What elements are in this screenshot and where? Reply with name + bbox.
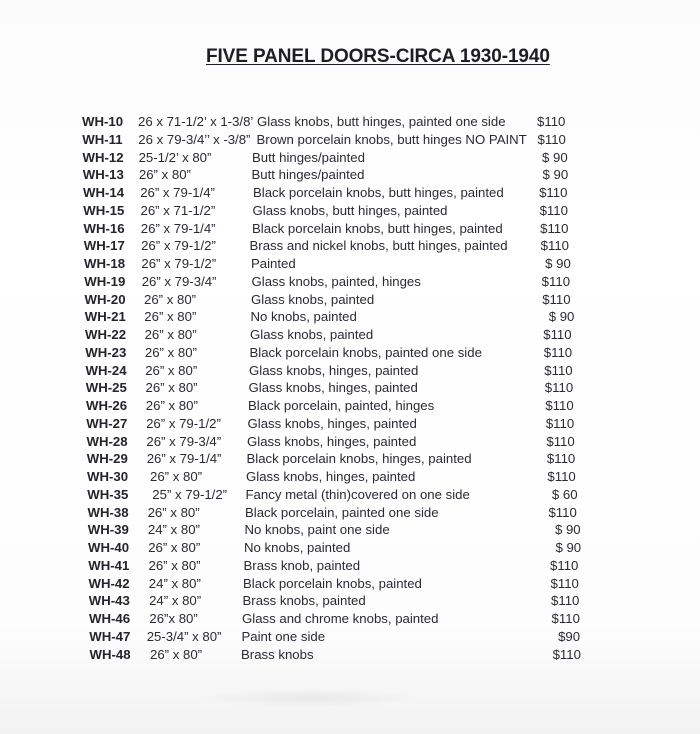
door-description: Glass knobs, hinges, painted [248, 380, 418, 396]
door-code: WH-42 [88, 575, 130, 591]
door-price: $ 90 [554, 522, 581, 538]
door-code: WH-38 [87, 504, 129, 520]
door-code: WH-17 [83, 238, 125, 254]
door-price: $110 [550, 575, 579, 591]
door-size: 25-1/2’ x 80” [138, 149, 212, 165]
door-size: 26” x 80” [138, 167, 191, 183]
door-price: $110 [541, 273, 571, 289]
door-code: WH-20 [84, 291, 126, 307]
door-size: 26” x 71-1/2” [140, 202, 216, 218]
door-size: 26”x 80” [149, 611, 198, 626]
door-price: $110 [539, 185, 568, 200]
door-size: 26” x 80” [145, 380, 198, 396]
door-size: 26” x 80” [147, 504, 200, 520]
door-row [0, 238, 700, 256]
door-price: $110 [537, 131, 566, 147]
door-row [0, 540, 700, 558]
door-size: 26 x 71-1/2’ x 1-3/8’ [138, 114, 254, 129]
door-code: WH-46 [89, 611, 131, 626]
door-row [0, 505, 700, 523]
door-price: $ 90 [542, 167, 569, 183]
door-price: $110 [547, 469, 576, 484]
door-size: 26” x 79-1/2” [146, 415, 221, 431]
door-description: Glass knobs, painted, hinges [251, 273, 421, 289]
door-price: $110 [552, 646, 581, 662]
door-code: WH-30 [87, 469, 129, 484]
door-row [0, 150, 700, 168]
door-code: WH-18 [84, 256, 126, 271]
door-description: Brass and nickel knobs, butt hinges, painted [249, 238, 508, 254]
door-size: 26” x 80” [150, 646, 203, 662]
door-description: Butt hinges/painted [252, 149, 365, 165]
door-row [0, 345, 700, 363]
door-code: WH-27 [86, 415, 128, 431]
door-price: $110 [546, 451, 576, 467]
door-size: 26 x 79-3/4’’ x -3/8” [138, 131, 251, 147]
door-price: $ 90 [545, 256, 571, 271]
door-price: $110 [545, 415, 575, 431]
door-size: 26” x 79-1/2” [141, 256, 217, 271]
door-code: WH-40 [88, 540, 130, 555]
door-code: WH-24 [85, 362, 127, 378]
door-code: WH-19 [84, 273, 126, 289]
door-size: 26” x 80” [145, 362, 198, 378]
door-code: WH-10 [82, 114, 124, 129]
door-description: Glass knobs, hinges, painted [247, 433, 417, 449]
door-code: WH-14 [83, 185, 125, 200]
door-size: 26” x 79-1/4” [146, 451, 222, 467]
door-row [0, 434, 700, 452]
door-description: Glass knobs, hinges, painted [246, 469, 416, 484]
door-row [0, 221, 700, 239]
door-code: WH-25 [85, 380, 127, 396]
door-row [0, 522, 700, 540]
door-description: Glass knobs, painted [250, 327, 374, 342]
door-price: $110 [537, 114, 566, 129]
door-size: 26” x 79-3/4” [146, 433, 222, 449]
door-row [0, 309, 700, 327]
door-code: WH-41 [88, 557, 130, 573]
door-price: $ 90 [555, 540, 582, 555]
door-price: $110 [551, 611, 580, 626]
page-title: FIVE PANEL DOORS-CIRCA 1930-1940 [206, 46, 550, 67]
door-description: No knobs, painted [250, 309, 357, 325]
door-description: Butt hinges/painted [251, 167, 365, 183]
door-row [0, 451, 700, 469]
door-row [0, 256, 700, 274]
door-description: Glass knobs, butt hinges, painted one side [257, 114, 506, 129]
door-description: Painted [251, 256, 296, 271]
door-size: 24” x 80” [147, 522, 200, 538]
door-code: WH-28 [86, 433, 128, 449]
door-row [0, 487, 700, 505]
door-row [0, 398, 700, 416]
door-row [0, 647, 700, 665]
door-code: WH-12 [82, 149, 124, 165]
door-description: Glass knobs, butt hinges, painted [252, 202, 448, 218]
door-row [0, 327, 700, 345]
door-code: WH-26 [86, 398, 128, 413]
door-code: WH-16 [83, 220, 125, 236]
door-price: $ 60 [551, 486, 578, 502]
door-row [0, 185, 700, 203]
door-code: WH-35 [87, 486, 129, 502]
door-code: WH-15 [83, 202, 125, 218]
door-size: 26” x 80” [148, 557, 201, 573]
door-description: Fancy metal (thin)covered on one side [245, 486, 470, 502]
door-size: 26” x 80” [144, 309, 197, 325]
door-price: $110 [540, 238, 569, 254]
door-description: Brown porcelain knobs, butt hinges NO PAINT [256, 131, 527, 147]
door-price: $110 [544, 362, 573, 378]
door-description: Brass knobs [241, 646, 314, 662]
door-row [0, 380, 700, 398]
door-price: $110 [543, 327, 572, 342]
door-size: 26” x 80” [144, 344, 197, 360]
door-description: Black porcelain, painted one side [245, 504, 439, 520]
door-row [0, 274, 700, 292]
door-description: Black porcelain knobs, butt hinges, painted [252, 220, 503, 236]
door-description: Black porcelain knobs, painted one side [249, 344, 482, 360]
door-description: Brass knob, painted [243, 557, 361, 573]
door-code: WH-39 [87, 522, 129, 538]
door-code: WH-23 [85, 344, 127, 360]
door-price: $110 [550, 557, 579, 573]
door-price: $110 [545, 398, 574, 413]
door-size: 26” x 79-1/2” [141, 238, 216, 254]
door-code: WH-47 [89, 628, 131, 644]
door-row [0, 416, 700, 434]
door-size: 26” x 80” [144, 291, 197, 307]
door-price: $110 [540, 220, 569, 236]
door-code: WH-29 [86, 451, 128, 467]
door-size: 24” x 80” [148, 575, 201, 591]
door-size: 26” x 80” [148, 540, 201, 555]
door-price: $ 90 [548, 309, 575, 325]
door-code: WH-48 [89, 646, 131, 662]
door-price: $90 [558, 628, 581, 644]
door-size: 26” x 79-1/4” [140, 220, 216, 236]
door-description: Brass knobs, painted [242, 593, 366, 609]
door-price: $110 [542, 291, 571, 307]
door-row [0, 203, 700, 221]
door-row [0, 114, 700, 132]
door-size: 24” x 80” [149, 593, 202, 609]
door-row [0, 292, 700, 310]
door-row [0, 611, 700, 629]
door-price: $110 [544, 380, 574, 396]
door-description: Black porcelain knobs, hinges, painted [246, 451, 472, 467]
door-code: WH-13 [82, 167, 124, 183]
door-description: Glass knobs, painted [251, 291, 375, 307]
door-row [0, 629, 700, 647]
door-row [0, 132, 700, 150]
door-row [0, 558, 700, 576]
door-code: WH-11 [82, 131, 123, 147]
door-code: WH-43 [88, 593, 130, 609]
door-description: Black porcelain, painted, hinges [248, 398, 435, 413]
door-description: Glass and chrome knobs, painted [242, 611, 439, 626]
door-size: 25” x 79-1/2” [152, 486, 228, 502]
paper-smudge [200, 688, 420, 708]
door-code: WH-21 [84, 309, 126, 325]
door-size: 26” x 80” [150, 469, 203, 484]
door-description: Black porcelain knobs, painted [243, 575, 422, 591]
door-description: No knobs, paint one side [244, 522, 390, 538]
door-row [0, 469, 700, 487]
door-price: $110 [551, 593, 580, 609]
door-row [0, 363, 700, 381]
door-description: Black porcelain knobs, butt hinges, painted [253, 185, 504, 200]
door-price: $110 [548, 504, 577, 520]
door-description: Paint one side [241, 628, 326, 644]
door-row [0, 167, 700, 185]
door-size: 26” x 80” [144, 327, 197, 342]
door-description: Glass knobs, hinges, painted [249, 362, 419, 378]
door-price: $110 [539, 202, 568, 218]
door-price: $ 90 [542, 149, 568, 165]
door-code: WH-22 [85, 327, 127, 342]
door-description: No knobs, painted [244, 540, 351, 555]
door-price: $110 [543, 344, 573, 360]
door-description: Glass knobs, hinges, painted [247, 415, 417, 431]
door-row [0, 576, 700, 594]
door-size: 26” x 80” [145, 398, 198, 413]
door-row [0, 593, 700, 611]
door-size: 26” x 79-3/4” [141, 273, 217, 289]
door-size: 26” x 79-1/4” [140, 185, 215, 200]
door-price: $110 [546, 433, 575, 449]
door-size: 25-3/4” x 80” [146, 628, 222, 644]
